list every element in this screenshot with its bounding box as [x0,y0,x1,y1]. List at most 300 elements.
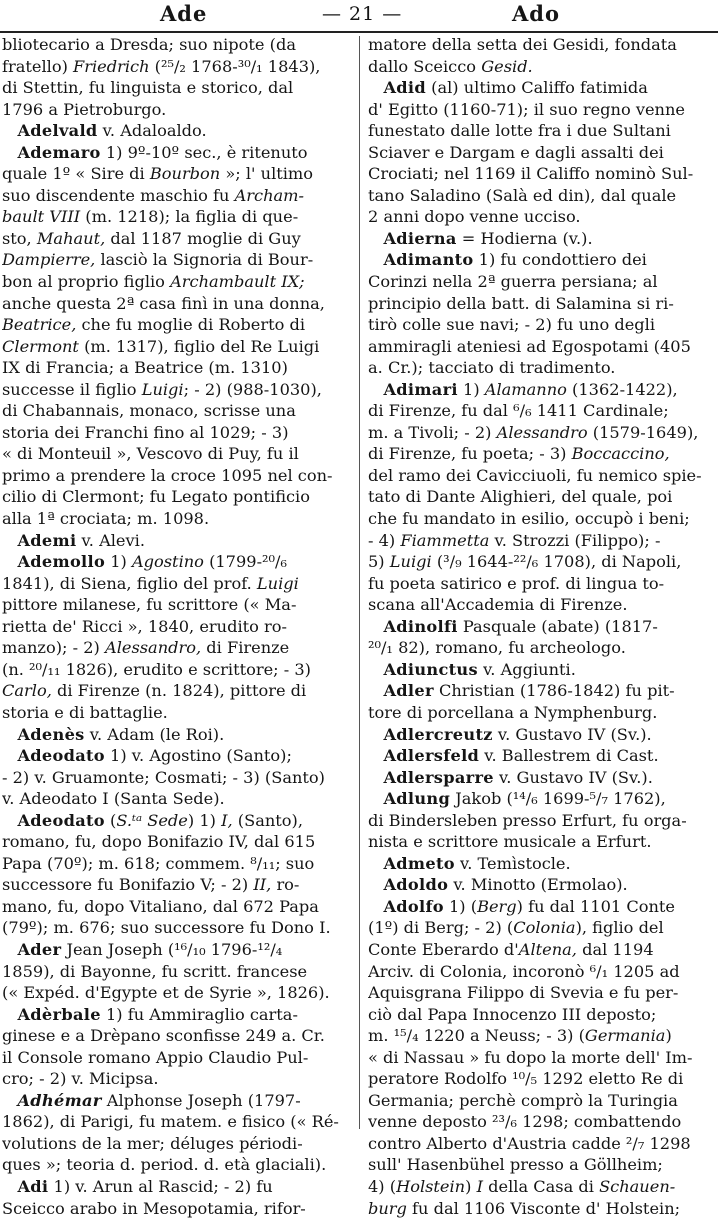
text-line [2,917,354,939]
text-run [368,875,383,894]
text-line [368,56,714,78]
text-run: v. Minotto (Ermolao). [448,875,628,895]
text-run [2,1005,17,1024]
text-line [368,422,714,444]
text-run: Luigi [141,379,184,399]
text-run: « di Nassau » fu dopo la morte dell' Im- [368,1047,693,1067]
header-left-guide-word: Ade [160,1,208,26]
text-run [368,78,383,97]
text-line [368,573,714,595]
text-run: v. Aggiunti. [477,659,576,679]
text-line [2,336,354,358]
text-run [2,1177,17,1196]
entry-headword: Adi [17,1176,49,1196]
text-line [368,788,714,810]
text-run: Archambault IX; [170,272,305,292]
text-run: fratello) [2,56,74,76]
text-run: ), figlio del [575,918,664,938]
text-run: Mahaut, [36,228,106,248]
text-run: v. Ballestrem di Cast. [479,746,659,766]
column-divider [359,36,360,1129]
text-run: tato di Dante Alighieri, del quale, poi [368,487,673,507]
text-run: nista e scrittore musicale a Erfurt. [368,832,652,852]
text-run [2,811,17,830]
text-line [368,357,714,379]
text-line [368,594,714,616]
text-line [2,163,354,185]
text-run [2,531,17,550]
text-run [368,229,383,248]
text-run: a. Cr.); tacciato di tradimento. [368,358,616,378]
text-run: il Console romano Appio Claudio Pul- [2,1047,309,1067]
text-run: alla 1ª crociata; m. 1098. [2,509,210,529]
text-line [368,724,714,746]
text-run: (1362-1422), [566,379,678,399]
text-run: manzo); - 2) [2,638,105,658]
text-run: di Firenze, fu dal ⁶/₆ 1411 Cardinale; [368,401,669,421]
text-run: 1) v. Arun al Rascid; - 2) fu [48,1176,273,1196]
text-run: bon al proprio figlio [2,272,171,292]
text-line [368,249,714,271]
text-line [368,486,714,508]
text-run: 1) ( [443,896,478,916]
text-run: ammiragli ateniesi ad Egospotami (405 [368,336,691,356]
text-run: v. Strozzi (Filippo); - [489,530,661,550]
header-right-guide-word: Ado [512,1,560,26]
text-line [2,206,354,228]
text-line [368,961,714,983]
text-run: fu dal 1106 Visconte d' Holstein; [406,1198,681,1218]
text-line [368,659,714,681]
text-line [2,1004,354,1026]
right-column [368,34,714,1219]
text-run: bliotecario a Dresda; suo nipote (da [2,35,296,54]
text-run: v. Temìstocle. [454,853,571,873]
text-line [368,530,714,552]
text-run: Alamanno [484,379,567,399]
text-line [368,293,714,315]
text-run: (²⁵/₂ 1768-³⁰/₁ 1843), [149,56,321,76]
text-line [2,874,354,896]
text-line [368,1111,714,1133]
text-run: tirò colle sue navi; - 2) fu uno degli [368,315,655,335]
text-run: ques »; teoria d. period. d. età glaciali). [2,1155,327,1175]
text-run: (Santo), [232,810,303,830]
text-line [2,573,354,595]
text-run: Friedrich [73,56,150,76]
text-run: 2 anni dopo venne ucciso. [368,207,581,227]
entry-headword: Ademi [17,530,77,550]
entry-headword: Adolfo [383,896,444,916]
text-run: cro; - 2) v. Micipsa. [2,1069,159,1089]
entry-headword: Adoldo [383,875,449,895]
text-run: (³/₉ 1644-²²/₆ 1708), di Napoli, [431,552,682,572]
entry-headword: Adeodato [17,746,105,766]
text-run: sto, [2,228,37,248]
text-run [368,250,383,269]
text-line [2,1176,354,1198]
text-run: Colonia [513,918,576,938]
text-run: v. Adam (le Roi). [84,724,225,744]
text-line [368,34,714,56]
text-line [2,77,354,99]
text-run: d' Egitto (1160-71); il suo regno venne [368,99,685,119]
text-run: ) fu dal 1101 Conte [516,896,675,916]
text-run [368,789,383,808]
text-line [368,1198,714,1219]
text-run: (« Expéd. d'Egypte et de Syrie », 1826). [2,983,330,1003]
text-line [2,142,354,164]
text-line [2,616,354,638]
text-run: lasciò la Signoria di Bour- [95,250,314,270]
text-run: storia e di battaglie. [2,702,168,722]
text-run [368,854,383,873]
text-line [368,142,714,164]
text-run: rietta de' Ricci », 1840, erudito ro- [2,616,287,636]
text-run: Archam- [234,185,304,205]
text-run: v. Alevi. [76,530,145,550]
text-run: venne deposto ²³/₆ 1298; combattendo [368,1112,682,1132]
text-run: 1) fu condottiero dei [473,250,647,270]
text-line [368,939,714,961]
text-run: cilio di Clermont; fu Legato pontificio [2,487,310,507]
text-run: principio della batt. di Salamina si ri- [368,293,674,313]
text-run: che fu moglie di Roberto di [76,315,306,335]
text-run: 1) fu Ammiraglio carta- [100,1004,298,1024]
left-column [2,34,354,1219]
text-run: anche questa 2ª casa finì in una donna, [2,293,325,313]
text-line [2,702,354,724]
text-line [368,1025,714,1047]
text-line [368,336,714,358]
entry-headword: Ademollo [17,552,106,572]
text-run: tano Saladino (Salà ed din), dal quale [368,185,677,205]
entry-headword: Adlersfeld [383,746,480,766]
page-number: — 21 — [322,3,403,25]
text-line [2,939,354,961]
text-run: Fiammetta [400,530,490,550]
text-line [368,1154,714,1176]
entry-headword: Adlung [383,789,451,809]
text-line [368,810,714,832]
text-line [2,228,354,250]
text-run: che fu mandato in esilio, occupò i beni; [368,509,690,529]
text-line [2,659,354,681]
text-run: Corinzi nella 2ª guerra persiana; al [368,272,658,292]
text-run: »; l' ultimo [220,164,314,184]
text-run: fu poeta satirico e prof. di lingua to- [368,573,665,593]
text-line [368,185,714,207]
text-run: 1796 a Pietroburgo. [2,99,167,119]
entry-headword: Adèrbale [17,1004,101,1024]
text-run: volutions de la mer; déluges périodi- [2,1133,303,1153]
text-run: v. Adeodato I (Santa Sede). [2,789,225,809]
text-run [2,746,17,765]
text-run [368,617,383,636]
entry-headword: Adlercreutz [383,724,493,744]
text-run: Alphonse Joseph (1797- [101,1090,301,1110]
text-run: sull' Hasenbühel presso a Göllheim; [368,1155,663,1175]
text-line [2,637,354,659]
text-line [2,594,354,616]
text-line [2,99,354,121]
text-line [2,982,354,1004]
text-run: (al) ultimo Califfo fatimida [425,78,648,98]
text-run: Jakob (¹⁴/₆ 1699-⁵/₇ 1762), [450,789,666,809]
text-run: ( [104,810,117,830]
text-line [368,551,714,573]
text-run: m. ¹⁵/₄ 1220 a Neuss; - 3) ( [368,1026,585,1046]
text-run: funestato dalle lotte fra i due Sultani [368,121,671,141]
text-line [368,400,714,422]
text-run: Luigi [389,552,432,572]
text-run: Pasquale (abate) (1817- [457,616,658,636]
text-run: mano, fu, dopo Vitaliano, dal 672 Papa [2,896,319,916]
text-run: = Hodierna (v.). [456,228,593,248]
text-run [368,681,383,700]
text-run: II, [253,875,272,895]
text-line [2,293,354,315]
text-line [368,163,714,185]
text-run: (1799-²⁰/₆ [203,552,287,572]
text-run: IX di Francia; a Beatrice (m. 1310) [2,358,288,378]
text-line [368,831,714,853]
text-line [2,1154,354,1176]
text-run: Holstein [396,1176,466,1196]
text-line [368,853,714,875]
text-run: di Stettin, fu linguista e storico, dal [2,78,294,98]
text-run [2,143,17,162]
text-run: « di Monteuil », Vescovo di Puy, fu il [2,444,299,464]
entry-headword: Ader [17,939,62,959]
text-run: Altena, [518,939,577,959]
text-run: v. Adaloaldo. [97,121,207,141]
text-run: ²⁰/₁ 82), romano, fu archeologo. [368,638,626,658]
entry-headword: Adelvald [17,121,98,141]
text-line [368,443,714,465]
text-line [2,831,354,853]
text-line [2,443,354,465]
text-run: dal 1187 moglie di Guy [105,228,301,248]
text-line [2,1133,354,1155]
text-run: Luigi [256,573,299,593]
text-run: Jean Joseph (¹⁶/₁₀ 1796-¹²/₄ [61,939,283,959]
text-run: quale 1º « Sire di [2,164,150,184]
text-run: 1) [457,379,485,399]
text-run: - 4) [368,530,401,550]
text-run: matore della setta dei Gesidi, fondata [368,35,677,54]
text-run [2,552,17,571]
text-line [368,465,714,487]
text-line [368,874,714,896]
text-line [368,1133,714,1155]
text-run: Germania [584,1026,666,1046]
text-run: ) 1) [187,810,222,830]
text-line [368,120,714,142]
text-run: (n. ²⁰/₁₁ 1826), erudito e scrittore; - 3) [2,659,311,679]
text-line [2,1047,354,1069]
text-run: I, [221,810,233,830]
text-run: 1) [105,552,132,572]
text-run: scana all'Accademia di Firenze. [368,595,628,615]
text-line [368,702,714,724]
text-run: dal 1194 [576,939,654,959]
text-line [2,1090,354,1112]
text-run: tore di porcellana a Nymphenburg. [368,702,658,722]
text-line [368,1090,714,1112]
text-run: (1º) di Berg; - 2) ( [368,918,514,938]
text-line [2,530,354,552]
page-header [0,0,718,34]
text-line [368,637,714,659]
text-line [368,982,714,1004]
text-run: ro- [271,875,300,895]
text-run: Beatrice, [2,315,77,335]
text-line [2,249,354,271]
text-run: Conte Eberardo d' [368,939,519,959]
text-run: successe il figlio [2,379,142,399]
text-run: ) [665,1026,672,1046]
text-run [368,768,383,787]
text-run: (m. 1218); la figlia di que- [80,207,299,227]
text-run: (1579-1649), [587,422,699,442]
text-run: bault VIII [2,207,81,227]
text-line [368,745,714,767]
text-run: (m. 1317), figlio del Re Luigi [78,336,320,356]
text-run: romano, fu, dopo Bonifazio IV, dal 615 [2,832,316,852]
text-run: ) [465,1176,477,1196]
text-line [2,1198,354,1219]
text-line [2,810,354,832]
text-run: pittore milanese, fu scrittore (« Ma- [2,595,297,615]
entry-headword: Adler [383,681,434,701]
text-run: storia dei Franchi fino al 1029; - 3) [2,422,289,442]
text-line [2,853,354,875]
text-run: 1862), di Parigi, fu matem. e fisico (« Ré- [2,1112,339,1132]
text-run: 1859), di Bayonne, fu scritt. francese [2,961,308,981]
text-line [368,99,714,121]
text-run: 1) v. Agostino (Santo); [104,746,292,766]
text-run [2,725,17,744]
text-run: I [476,1176,483,1196]
text-line [368,917,714,939]
text-run: v. Gustavo IV (Sv.). [492,724,652,744]
text-run [368,380,383,399]
text-run: 1) 9º-10º sec., è ritenuto [100,142,308,162]
text-run: v. Gustavo IV (Sv.). [493,767,653,787]
text-run: Gesid. [481,56,533,76]
text-line [2,56,354,78]
text-run: primo a prendere la croce 1095 nel con- [2,465,333,485]
text-line [2,357,354,379]
text-run: burg [368,1198,407,1218]
text-run: Crociati; nel 1169 il Califfo nominò Sul- [368,164,694,184]
text-line [368,616,714,638]
text-line [2,767,354,789]
text-run: S.ᵗᵃ Sede [116,810,188,830]
header-rule [0,31,718,33]
entry-headword: Adimari [383,379,458,399]
text-run: ginese e a Drèpano sconfisse 249 a. Cr. [2,1026,325,1046]
text-run: della Casa di [483,1176,600,1196]
text-run: del ramo dei Cavicciuoli, fu nemico spie- [368,465,702,485]
text-run: Dampierre, [2,250,96,270]
text-run: Sciaver e Dargam e dagli assalti dei [368,142,664,162]
text-run: Aquisgrana Filippo di Svevia e fu per- [368,983,679,1003]
text-run [2,940,17,959]
text-run: Schauen- [599,1176,676,1196]
text-line [2,896,354,918]
text-run: ; - 2) (988-1030), [183,379,322,399]
entry-headword: Adhémar [17,1090,102,1110]
text-run: ciò dal Papa Innocenzo III deposto; [368,1004,657,1024]
text-run [2,121,17,140]
text-run [368,746,383,765]
entry-headword: Adierna [383,228,457,248]
text-line [368,379,714,401]
text-run: 5) [368,552,390,572]
text-run: Agostino [131,552,204,572]
text-line [368,228,714,250]
text-run [2,1091,17,1110]
text-line [368,1004,714,1026]
text-run: Papa (70º); m. 618; commem. ⁸/₁₁; suo [2,853,315,873]
text-run: 1841), di Siena, figlio del prof. [2,573,257,593]
text-line [2,379,354,401]
text-run: successore fu Bonifazio V; - 2) [2,875,254,895]
text-run [368,725,383,744]
text-run: Arciv. di Colonia, incoronò ⁶/₁ 1205 ad [368,961,680,981]
text-line [2,486,354,508]
text-line [368,271,714,293]
entry-headword: Adlersparre [383,767,494,787]
text-line [2,465,354,487]
text-run: Clermont [2,336,79,356]
entry-headword: Admeto [383,853,455,873]
text-run: 4) ( [368,1176,397,1196]
text-line [2,271,354,293]
text-line [368,77,714,99]
text-run: Alessandro [496,422,588,442]
text-run: Bourbon [149,164,221,184]
text-run: Carlo, [2,681,52,701]
entry-headword: Adimanto [383,250,474,270]
text-run [368,660,383,679]
entry-headword: Adinolfi [383,616,458,636]
text-line [368,206,714,228]
entry-headword: Ademaro [17,142,101,162]
text-run: (79º); m. 676; suo successore fu Dono I. [2,918,331,938]
text-run: di Bindersleben presso Erfurt, fu orga- [368,810,687,830]
text-run: m. a Tivoli; - 2) [368,422,497,442]
text-line [368,680,714,702]
text-line [2,724,354,746]
text-line [2,34,354,56]
text-line [2,185,354,207]
text-line [2,1111,354,1133]
text-run: Christian (1786-1842) fu pit- [433,681,675,701]
text-run: di Firenze [201,638,290,658]
entry-headword: Adid [383,78,426,98]
text-line [368,1176,714,1198]
text-line [2,1068,354,1090]
text-line [368,896,714,918]
text-run: Germania; perchè comprò la Turingia [368,1090,678,1110]
text-line [368,1047,714,1069]
text-line [2,961,354,983]
text-line [2,314,354,336]
text-line [2,680,354,702]
